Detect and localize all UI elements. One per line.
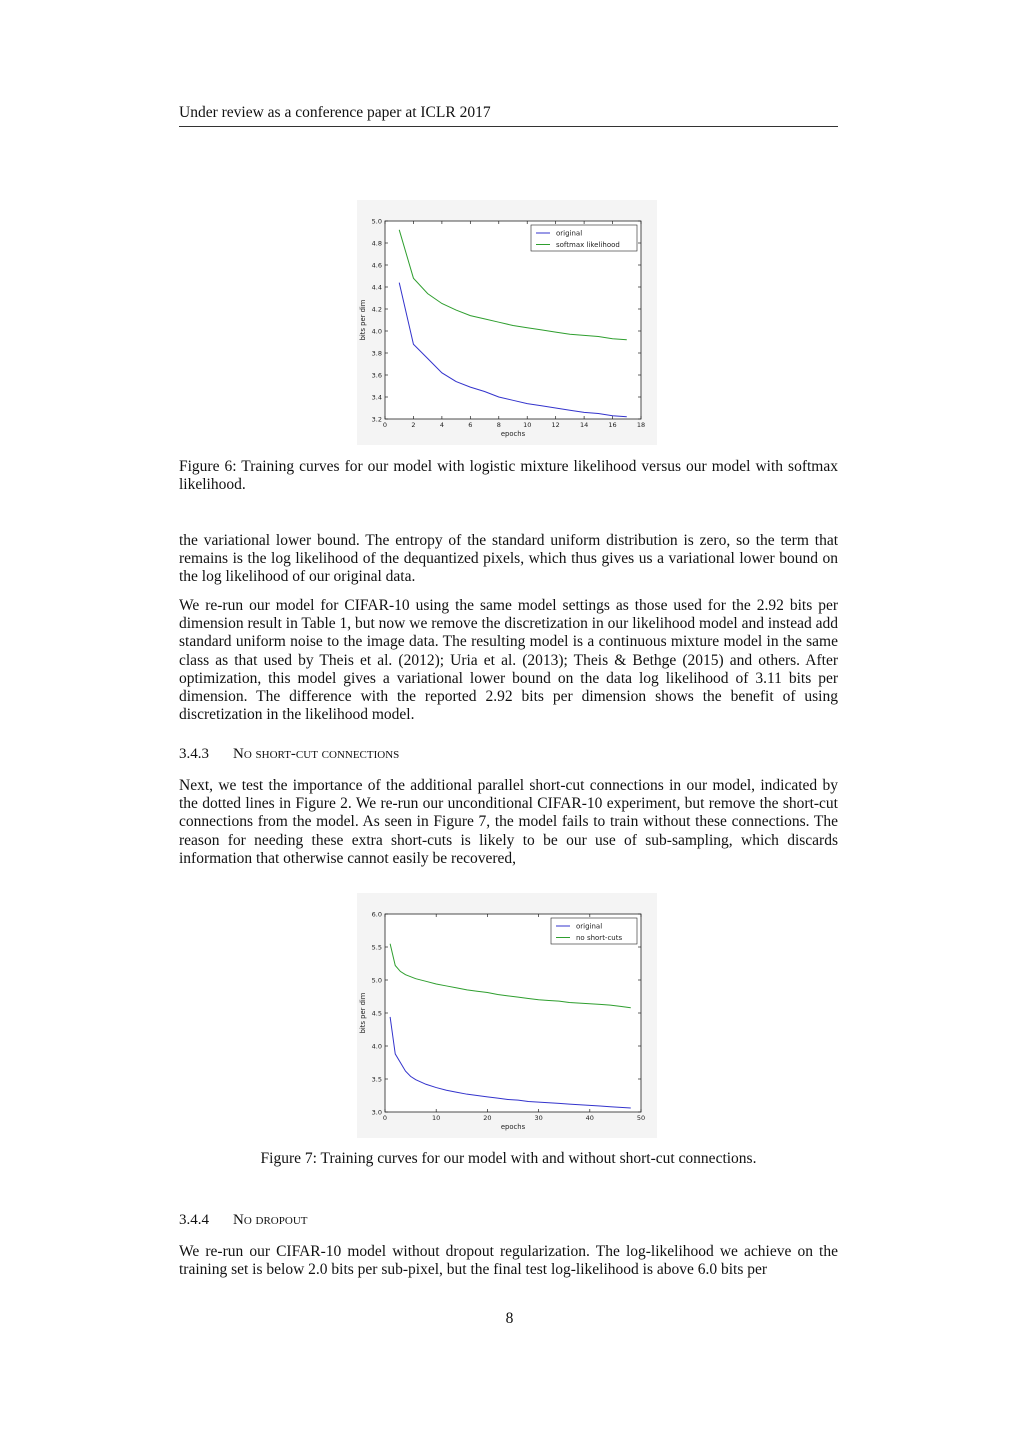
x-tick-label: 2 xyxy=(411,421,416,429)
x-tick-label: 0 xyxy=(382,421,388,429)
paragraph-1: the variational lower bound. The entropy of the standard uniform distribution is zero, so the term that remains is the log likelihood of the dequantized pixels, which thus gives us a variational lower bound on the log likelihood of our original data. xyxy=(179,532,838,586)
legend-label: original xyxy=(556,229,583,238)
x-tick-label: 10 xyxy=(523,421,532,429)
x-axis-label: epochs xyxy=(500,430,526,438)
y-tick-label: 4.0 xyxy=(371,327,382,336)
figure-7-caption: Figure 7: Training curves for our model with and without short-cut connections. xyxy=(260,1150,757,1167)
section-number: 3.4.4 xyxy=(179,1212,209,1228)
x-tick-label: 18 xyxy=(636,421,646,429)
x-tick-label: 20 xyxy=(483,1114,492,1122)
x-tick-label: 14 xyxy=(579,421,589,429)
x-axis-label: epochs xyxy=(500,1123,526,1131)
section-heading-3-4-4 xyxy=(179,1211,307,1229)
section-title: No dropout xyxy=(233,1212,308,1228)
legend-label: no short-cuts xyxy=(576,933,623,942)
y-tick-label: 4.0 xyxy=(371,1042,382,1051)
section-number: 3.4.3 xyxy=(179,746,209,762)
y-tick-label: 3.8 xyxy=(371,349,382,358)
y-tick-label: 3.5 xyxy=(371,1075,382,1084)
x-tick-label: 8 xyxy=(496,421,501,429)
y-tick-label: 4.5 xyxy=(371,1009,382,1018)
x-tick-label: 50 xyxy=(636,1114,646,1122)
y-axis-label: bits per dim xyxy=(359,992,367,1034)
y-axis-label: bits per dim xyxy=(359,299,367,341)
y-tick-label: 5.0 xyxy=(371,976,382,985)
legend-label: original xyxy=(576,922,603,931)
y-tick-label: 4.6 xyxy=(371,261,382,270)
y-tick-label: 5.5 xyxy=(371,943,382,952)
y-tick-label: 3.2 xyxy=(371,415,382,424)
x-tick-label: 16 xyxy=(608,421,617,429)
x-tick-label: 4 xyxy=(439,421,444,429)
figure-6-caption: Figure 6: Training curves for our model with logistic mixture likelihood versus our model with softmax likelihood. xyxy=(179,458,838,494)
figure-7-chart xyxy=(357,893,657,1138)
legend-label: softmax likelihood xyxy=(556,240,620,249)
y-tick-label: 3.0 xyxy=(371,1108,382,1117)
x-tick-label: 10 xyxy=(432,1114,441,1122)
y-tick-label: 6.0 xyxy=(371,910,382,919)
x-tick-label: 6 xyxy=(468,421,473,429)
figure-6-chart xyxy=(357,200,657,445)
page-number: 8 xyxy=(505,1310,514,1327)
y-tick-label: 4.2 xyxy=(371,305,382,314)
x-tick-label: 30 xyxy=(534,1114,543,1122)
paragraph-4: We re-run our CIFAR-10 model without dropout regularization. The log-likelihood we achieve on the training set is below 2.0 bits per sub-pixel, but the final test log-likelihood is above 6.0 bits per xyxy=(179,1243,838,1279)
running-header: Under review as a conference paper at ICLR 2017 xyxy=(179,104,838,127)
y-tick-label: 4.4 xyxy=(371,283,382,292)
section-heading-3-4-3 xyxy=(179,745,399,763)
y-tick-label: 5.0 xyxy=(371,217,382,226)
y-tick-label: 3.6 xyxy=(371,371,382,380)
paragraph-3: Next, we test the importance of the additional parallel short-cut connections in our model, indicated by the dotted lines in Figure 2. We re-run our unconditional CIFAR-10 experiment, but remove the short-cut connections from the model. As seen in Figure 7, the model fails to train without these connections. The reason for needing these extra short-cuts is likely to be our use of sub-sampling, which discards information that otherwise cannot easily be recovered, xyxy=(179,777,838,867)
x-tick-label: 0 xyxy=(382,1114,388,1122)
x-tick-label: 40 xyxy=(585,1114,594,1122)
y-tick-label: 4.8 xyxy=(371,239,382,248)
x-tick-label: 12 xyxy=(551,421,560,429)
section-title: No short-cut connections xyxy=(233,746,400,762)
y-tick-label: 3.4 xyxy=(371,393,382,402)
paragraph-2: We re-run our model for CIFAR-10 using the same model settings as those used for the 2.92 bits per dimension result in Table 1, but now we remove the discretization in our likelihood model and instead add standard uniform noise to the image data. The resulting model is a continuous mixture model in the same class as that used by Theis et al. (2012); Uria et al. (2013); Theis & Bethge (2015) and others. After optimization, this model gives a variational lower bound on the data log likelihood of 3.11 bits per dimension. The difference with the reported 2.92 bits per dimension shows the benefit of using discretization in the likelihood model. xyxy=(179,597,838,724)
